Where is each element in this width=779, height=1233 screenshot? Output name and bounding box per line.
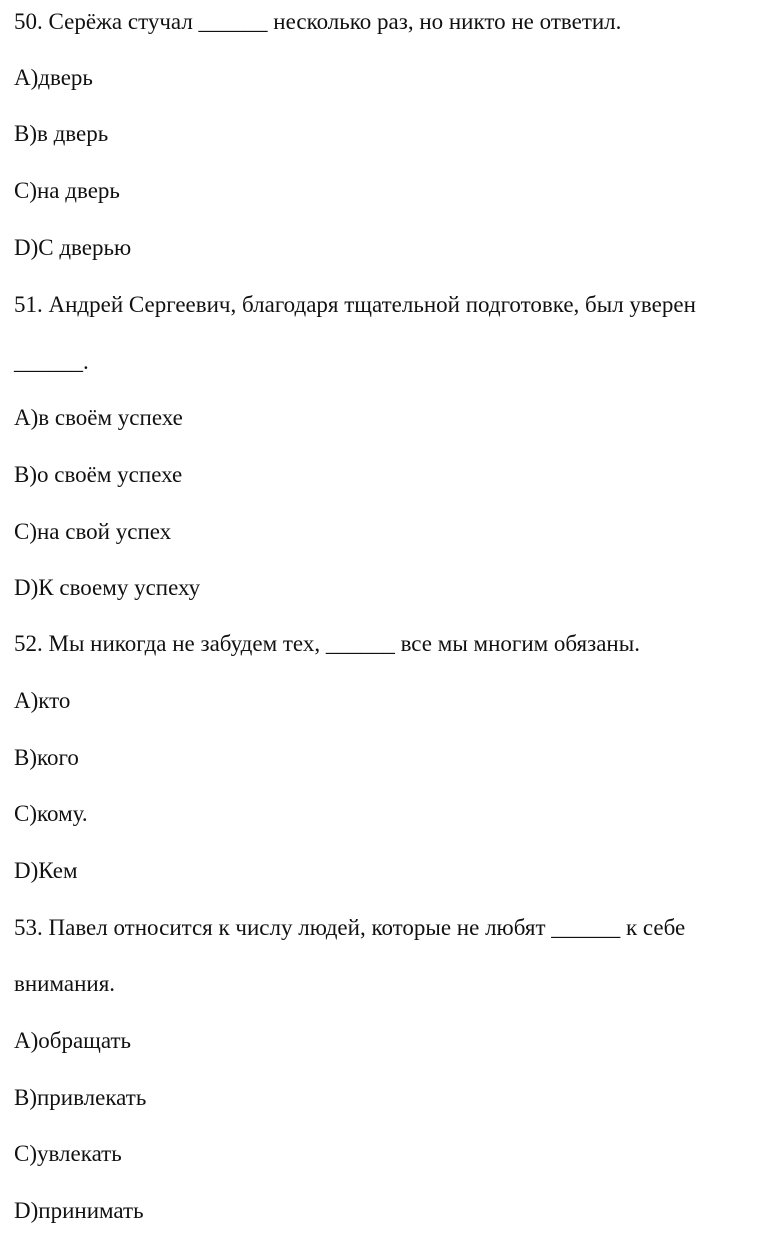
question-52-stem: 52. Мы никогда не забудем тех, ______ все мы многим обязаны. bbox=[14, 631, 640, 656]
question-53-stem-continuation: внимания. bbox=[14, 971, 116, 996]
question-50-option-c: C)на дверь bbox=[14, 178, 120, 203]
question-53-option-b: B)привлекать bbox=[14, 1085, 147, 1110]
question-51-option-c: C)на свой успех bbox=[14, 519, 172, 544]
question-52-option-a: А)кто bbox=[14, 688, 71, 713]
question-51-option-b: B)о своём успехе bbox=[14, 462, 183, 487]
question-53-stem: 53. Павел относится к числу людей, которые не любят ______ к себе bbox=[14, 915, 686, 940]
question-51-stem-continuation: ______. bbox=[14, 349, 89, 374]
question-53-option-c: C)увлекать bbox=[14, 1141, 122, 1166]
question-51-option-a: А)в своём успехе bbox=[14, 405, 183, 430]
question-52-option-b: B)кого bbox=[14, 745, 79, 770]
question-53-option-a: А)обращать bbox=[14, 1028, 132, 1053]
question-52-option-d: D)Кем bbox=[14, 858, 78, 883]
question-51-stem: 51. Андрей Сергеевич, благодаря тщательной подготовке, был уверен bbox=[14, 292, 696, 317]
question-52-option-c: C)кому. bbox=[14, 801, 88, 826]
question-53-option-d: D)принимать bbox=[14, 1198, 144, 1223]
question-50-option-a: А)дверь bbox=[14, 65, 93, 90]
question-50-stem: 50. Серёжа стучал ______ несколько раз, но никто не ответил. bbox=[14, 9, 622, 34]
question-51-option-d: D)К своему успеху bbox=[14, 575, 201, 600]
question-50-option-b: B)в дверь bbox=[14, 121, 109, 146]
question-50-option-d: D)С дверью bbox=[14, 235, 132, 260]
